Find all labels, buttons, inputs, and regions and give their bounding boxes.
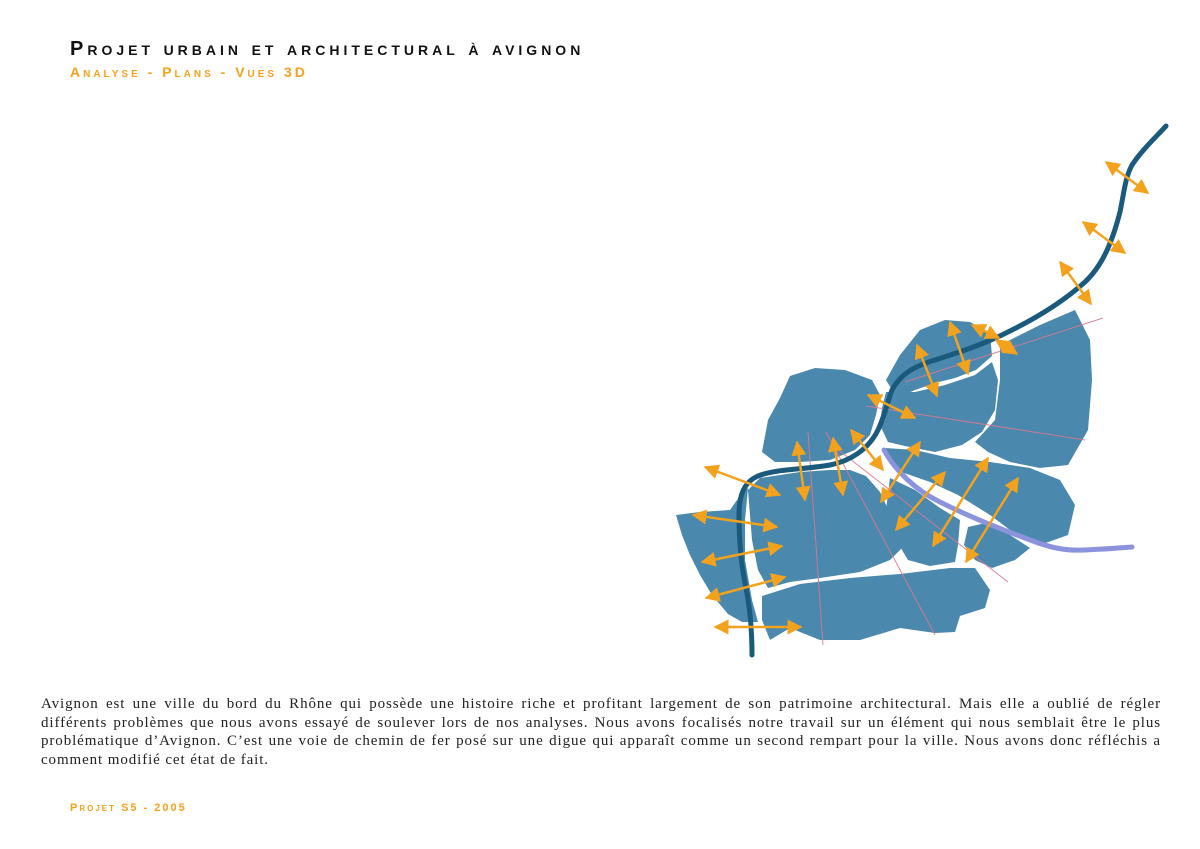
page-title: Projet urbain et architectural à avignon (70, 38, 585, 60)
page-subtitle: Analyse - Plans - Vues 3D (70, 64, 308, 80)
footer-project-label: Projet S5 - 2005 (70, 802, 187, 814)
project-description: Avignon est une ville du bord du Rhône qui possède une histoire riche et profitant largement de son patrimoine architectural. Mais elle a oublié de régler différents problèmes que nous avons essayé de soulever lors de nos analyses. Nous avons focalisés notre travail sur un élément qui nous semblait être le plus problématique d’Avignon. C’est une voie de chemin de fer posé sur une digue qui apparaît comme un second rempart pour la ville. Nous avons donc réfléchis a comment modifié cet état de fait. (41, 696, 1161, 768)
avignon-map-diagram (660, 110, 1180, 670)
district-west (676, 488, 758, 622)
district-center (748, 470, 905, 588)
